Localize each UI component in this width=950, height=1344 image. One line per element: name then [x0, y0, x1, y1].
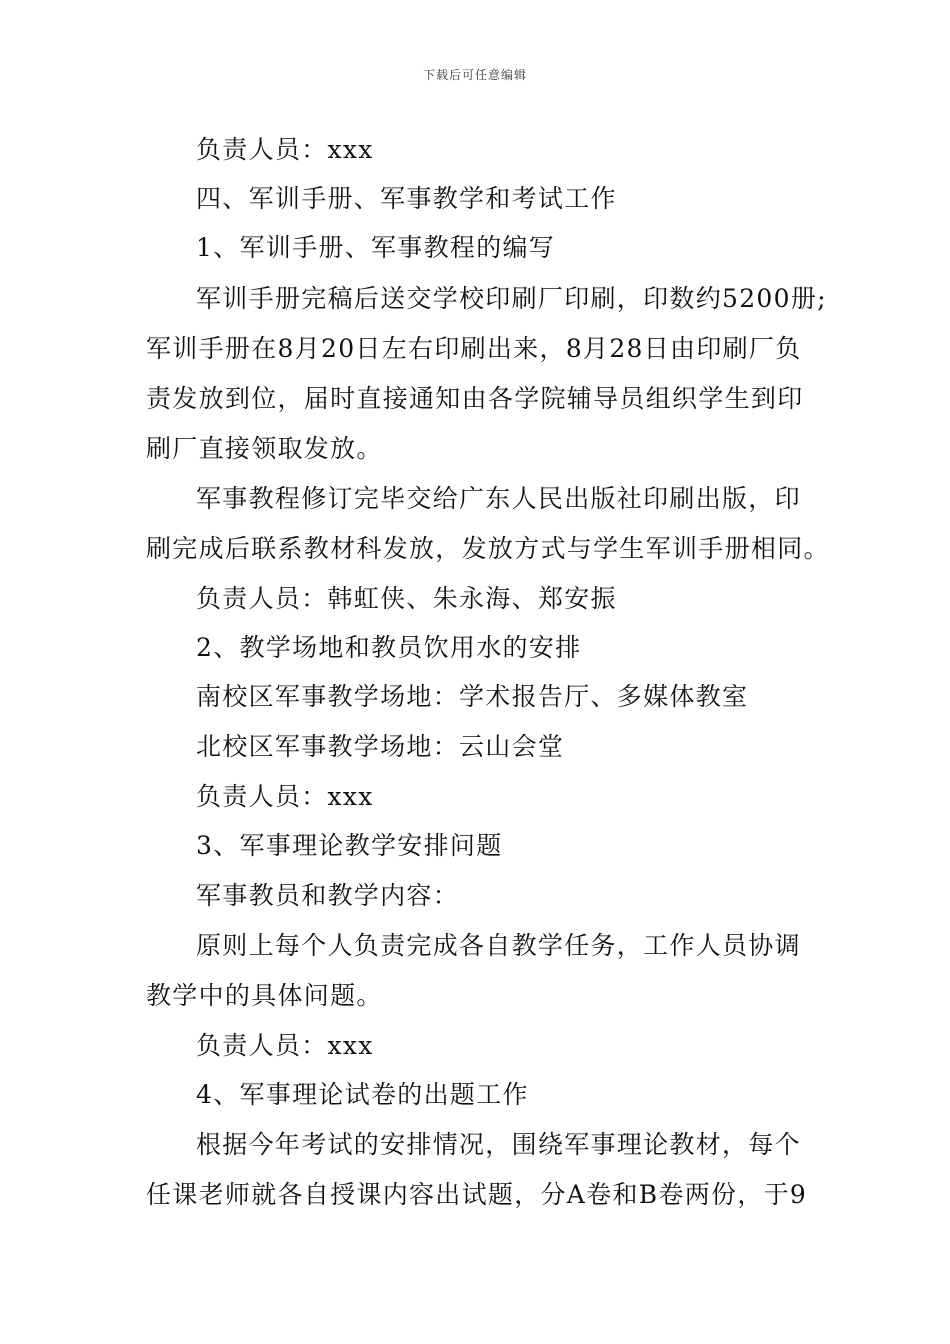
subsection-heading: 2、教学场地和教员饮用水的安排: [196, 633, 582, 662]
responsible-person-line: 负责人员：韩虹侠、朱永海、郑安振: [196, 584, 617, 613]
paragraph-line: 教学中的具体问题。: [146, 981, 383, 1010]
paragraph-line: 军训手册完稿后送交学校印刷厂印刷，印数约5200册;: [196, 284, 827, 313]
responsible-person-line: 负责人员：xxx: [196, 782, 374, 811]
paragraph-line: 军训手册在8月20日左右印刷出来，8月28日由印刷厂负: [146, 334, 802, 363]
paragraph-line: 根据今年考试的安排情况，围绕军事理论教材，每个: [196, 1130, 801, 1159]
paragraph-line: 责发放到位，届时直接通知由各学院辅导员组织学生到印: [146, 384, 804, 413]
header-note: 下载后可任意编辑: [422, 68, 527, 82]
section-heading: 四、军训手册、军事教学和考试工作: [196, 184, 617, 213]
responsible-person-line: 负责人员：xxx: [196, 1031, 374, 1060]
paragraph-line: 军事教员和教学内容：: [196, 881, 460, 910]
paragraph-line: 任课老师就各自授课内容出试题，分A卷和B卷两份，于9: [146, 1180, 808, 1209]
paragraph-line: 北校区军事教学场地：云山会堂: [196, 732, 565, 761]
subsection-heading: 4、军事理论试卷的出题工作: [196, 1080, 529, 1109]
paragraph-line: 原则上每个人负责完成各自教学任务，工作人员协调: [196, 931, 801, 960]
paragraph-line: 南校区军事教学场地：学术报告厅、多媒体教室: [196, 682, 749, 711]
subsection-heading: 3、军事理论教学安排问题: [196, 831, 503, 860]
subsection-heading: 1、军训手册、军事教程的编写: [196, 233, 556, 262]
paragraph-line: 刷厂直接领取发放。: [146, 434, 383, 463]
paragraph-line: 军事教程修订完毕交给广东人民出版社印刷出版，印: [196, 484, 801, 513]
paragraph-line: 刷完成后联系教材科发放，发放方式与学生军训手册相同。: [146, 534, 830, 563]
responsible-person-line: 负责人员：xxx: [196, 135, 374, 164]
